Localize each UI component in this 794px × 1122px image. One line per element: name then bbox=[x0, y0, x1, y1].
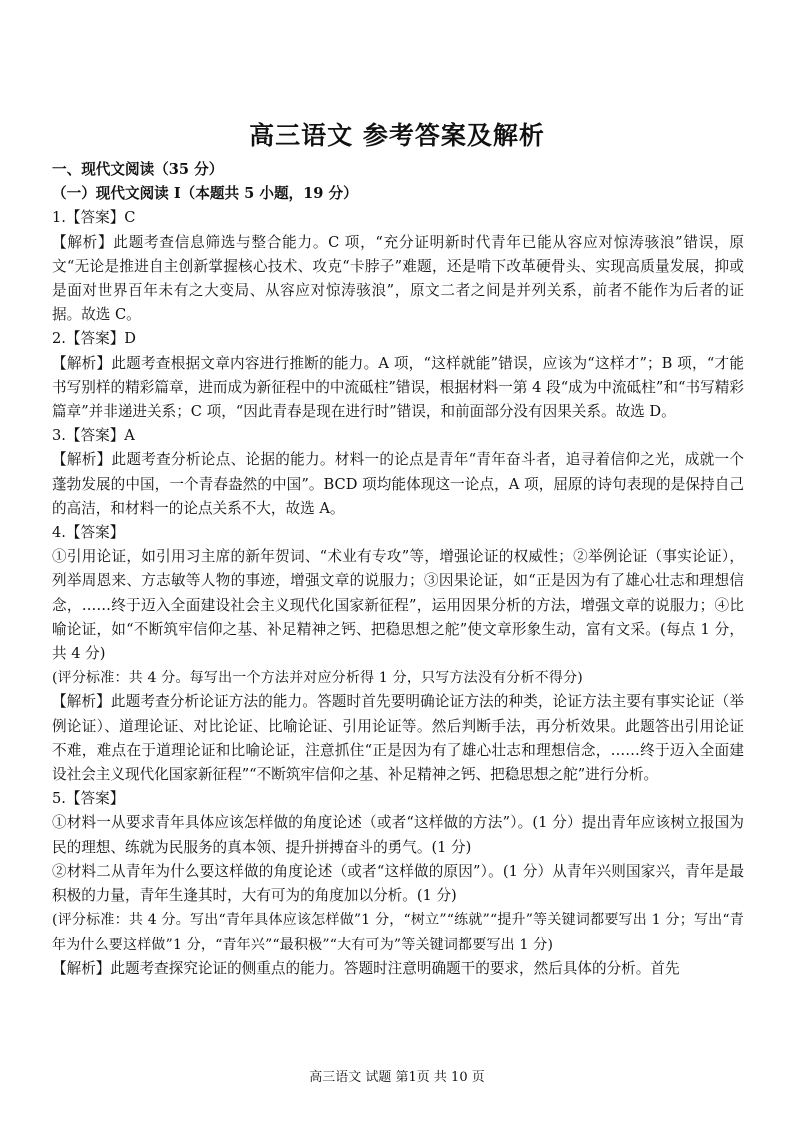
answer-content bbox=[52, 158, 744, 981]
q4-analysis: 【解析】此题考查分析论证方法的能力。答题时首先要明确论证方法的种类，论证方法主要有事实论证（举例论证）、道理论证、对比论证、比喻论证、引用论证等。然后判断手法，再分析效果。此题答出引用论证不难，难点在于道理论证和比喻论证，注意抓住“正是因为有了雄心壮志和理想信念，……终于迈入全面建设社会主义现代化国家新征程”“不断筑牢信仰之基、补足精神之钙、把稳思想之舵”进行分析。 bbox=[52, 693, 744, 784]
page-footer: 高三语文 试题 第1页 共 10 页 bbox=[309, 1070, 485, 1085]
q5-point-2: ②材料二从青年为什么要这样做的角度论述（或者“这样做的原因”）。(1 分）从青年兴则国家兴，青年是最积极的力量，青年生逢其时，大有可为的角度加以分析。(1 分) bbox=[52, 862, 744, 905]
q5-scoring-criteria: (评分标准：共 4 分。写出“青年具体应该怎样做”1 分，“树立”“练就”“提升”等关键词都要写出 1 分；写出“青年为什么要这样做”1 分，“青年兴”“最积极”“大有可为”等关键词都要写出 1 分) bbox=[52, 912, 744, 953]
q2-answer: 2.【答案】D bbox=[52, 330, 136, 348]
q4-answer: 4.【答案】 bbox=[52, 524, 125, 542]
q2-analysis: 【解析】此题考查根据文章内容进行推断的能力。A 项，“这样就能”错误，应该为“这样才”；B 项，“才能书写别样的精彩篇章，进而成为新征程中的中流砥柱”错误，根据材料一第 4 段“成为中流砥柱”和“书写精彩篇章”并非递进关系；C 项，“因此青春是现在进行时”错误，和前面部分没有因果关系。故选 D。 bbox=[52, 354, 744, 421]
q3-analysis: 【解析】此题考查分析论点、论据的能力。材料一的论点是青年“青年奋斗者，追寻着信仰之光，成就一个蓬勃发展的中国，一个青春盎然的中国”。BCD 项均能体现这一论点，A 项，屈原的诗句表现的是保持自己的高洁，和材料一的论点关系不大，故选 A。 bbox=[52, 451, 744, 517]
q1-answer: 1.【答案】C bbox=[52, 209, 136, 227]
q5-analysis: 【解析】此题考查探究论证的侧重点的能力。答题时注意明确题干的要求，然后具体的分析。首先 bbox=[52, 959, 680, 977]
page-title: 高三语文 参考答案及解析 bbox=[249, 121, 545, 150]
q4-answer-body: ①引用论证，如引用习主席的新年贺词、“术业有专攻”等，增强论证的权威性；②举例论证（事实论证），列举周恩来、方志敏等人物的事迹，增强文章的说服力；③因果论证，如“正是因为有了雄心壮志和理想信念，……终于迈入全面建设社会主义现代化国家新征程”，运用因果分析的方法，增强文章的说服力；④比喻论证，如“不断筑牢信仰之基、补足精神之钙、把稳思想之舵”使文章形象生动，富有文采。(每点 1 分，共 4 分) bbox=[52, 548, 744, 663]
q5-point-1: ①材料一从要求青年具体应该怎样做的角度论述（或者“这样做的方法”）。(1 分）提出青年应该树立报国为民的理想、练就为民服务的真本领、提升拼搏奋斗的勇气。(1 分) bbox=[52, 814, 744, 856]
q3-answer: 3.【答案】A bbox=[52, 427, 135, 445]
section-heading: 一、现代文阅读（35 分） bbox=[52, 161, 224, 178]
q5-answer: 5.【答案】 bbox=[52, 790, 125, 808]
q4-scoring-criteria: (评分标准：共 4 分。每写出一个方法并对应分析得 1 分，只写方法没有分析不得分) bbox=[52, 670, 583, 687]
q1-analysis: 【解析】此题考查信息筛选与整合能力。C 项，“充分证明新时代青年已能从容应对惊涛骇浪”错误，原文“无论是推进自主创新掌握核心技术、攻克“卡脖子”难题，还是啃下改革硬骨头、实现高质量发展，抑或是面对世界百年未有之大变局、从容应对惊涛骇浪”，原文二者之间是并列关系，前者不能作为后者的证据。故选 C。 bbox=[52, 233, 744, 324]
subsection-heading: （一）现代文阅读 I（本题共 5 小题，19 分） bbox=[52, 185, 358, 203]
